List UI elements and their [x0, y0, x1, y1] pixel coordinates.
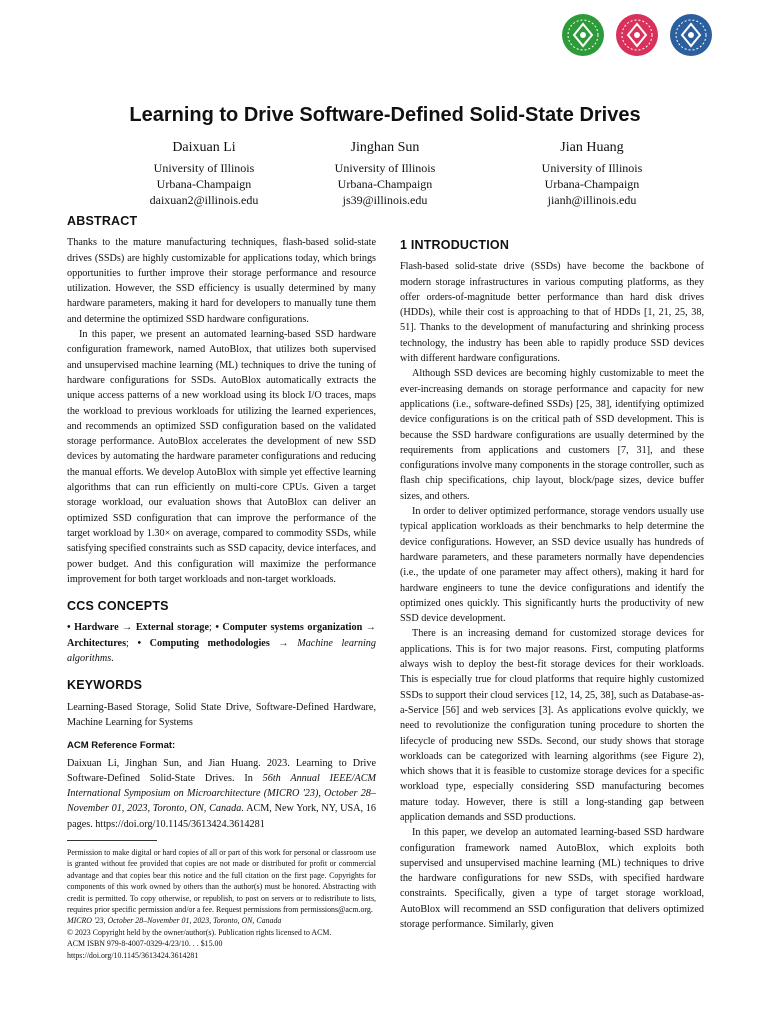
- author-name: Jian Huang: [560, 140, 624, 155]
- copyright-line: © 2023 Copyright held by the owner/author(s). Publication rights licensed to ACM.: [67, 927, 332, 937]
- author-email: jianh@illinois.edu: [547, 193, 637, 207]
- reference-text: [67, 756, 376, 832]
- ccs-term: • Computer systems organization → Architectures: [67, 622, 376, 649]
- acm-artifact-badge-icon: [614, 12, 660, 58]
- author-affiliation: University of Illinois: [153, 161, 255, 175]
- author-block: [477, 140, 707, 208]
- author-affiliation: University of Illinois: [541, 161, 643, 175]
- intro-paragraph: Flash-based solid-state drive (SSDs) have become the backbone of modern storage infrastructures in various computing platforms, as they offer orders-of-magnitude better performance than hard disk drives (HDDs), while their cost is approaching to that of HDDs [1, 21, 25, 38, 51]. Thanks to the development of manufacturing and shrinking process technology, the industry has been able to rapidly produce SSD devices with different hardware configurations.: [400, 261, 704, 365]
- isbn-line: ACM ISBN 979-8-4007-0329-4/23/10. . . $15.00: [67, 939, 223, 949]
- ccs-term: • Computing methodologies →: [137, 637, 289, 649]
- artifact-badges: [560, 12, 720, 64]
- abstract-paragraph: Thanks to the mature manufacturing techniques, flash-based solid-state drives (SSDs) are highly customizable for applications today, which brings opportunities to further improve their storage performance and resource utilization. However, the SSD efficiency is usually determined by many hardware parameters, making it hard for developers to manually tune them and determine the optimized SSD hardware configurations.: [67, 237, 376, 325]
- author-affiliation: Urbana-Champaign: [156, 177, 252, 191]
- abstract-heading: ABSTRACT: [67, 214, 138, 228]
- intro-paragraph: In order to deliver optimized performance, storage vendors usually use typical application workloads as their benchmarks to help determine the device configurations. However, an SSD device usually has hundreds of hardware parameters, and these parameters normally have dependencies (i.e., the update of one parameter may affect others), making it hard for hardware engineers to tune the device configurations and identify the optimized ones quickly. This significantly hurts the productivity of new SSD device development.: [400, 506, 704, 625]
- ccs-end: .: [111, 653, 114, 665]
- ccs-heading: CCS CONCEPTS: [67, 599, 169, 614]
- author-affiliation: Urbana-Champaign: [337, 177, 433, 191]
- right-column: [400, 214, 704, 932]
- ccs-separator: ;: [208, 622, 216, 634]
- author-email: js39@illinois.edu: [342, 193, 428, 207]
- intro-paragraph: There is an increasing demand for customized storage devices for applications. This is for two major reasons. First, computing platforms always wish to deploy the best-fit storage devices for their workloads. This is especially true for cloud platforms that require highly customized SSDs to support their cloud services [12, 14, 25, 38], such as Database-as-a-Service [56] and web services [3]. As applications evolve quickly, we need to revolutionize the configuration tuning procedure to shorten the lifecycle of producing new SSDs. Second, our study shows that storage workloads can be categorized with learning algorithms (see Figure 2), which shows that it is feasible to customize storage devices for a specific workload type, especially considering SSD manufacturing becomes mature today. However, there is still a long-standing gap between application demands and SSD productions.: [400, 628, 704, 823]
- author-email: daixuan2@illinois.edu: [149, 193, 259, 207]
- acm-artifact-badge-icon: [668, 12, 714, 58]
- doi-line: https://doi.org/10.1145/3613424.3614281: [67, 950, 199, 960]
- reference-venue: 56th Annual IEEE/ACM International Symposium on Microarchitecture (MICRO '23), October 28–November 01, 2023, Toronto, ON, Canada.: [67, 772, 376, 815]
- ccs-concepts: [67, 620, 376, 666]
- permission-notice: Permission to make digital or hard copies of all or part of this work for personal or classroom use is granted without fee provided that copies are not made or distributed for profit or commercial advantage and that copies bear this notice and the full citation on the first page. Copyrights for components of this work owned by others than the author(s) must be honored. Abstracting with credit is permitted. To copy otherwise, or republish, to post on servers or to redistribute to lists, requires prior specific permission and/or a fee. Request permissions from permissions@acm.org.: [67, 847, 376, 915]
- author-affiliation: Urbana-Champaign: [544, 177, 640, 191]
- left-column: [67, 214, 376, 961]
- reference-pre: Daixuan Li, Jinghan Sun, and Jian Huang. 2023. Learning to Drive Software-Defined Solid-State Drives. In: [67, 757, 376, 784]
- abstract-paragraph: In this paper, we present an automated learning-based SSD hardware configuration framework, named AutoBlox, that utilizes both supervised and unsupervised machine learning (ML) techniques to drive the tuning of hardware configurations for SSDs. AutoBlox automatically extracts the unique access patterns of a new workload using its block I/O traces, maps the workload to previous workloads for utilizing the learned experiences, and recommends an optimized SSD configuration based on the validated storage performance. AutoBlox accelerates the development of new SSD devices by automating the hardware parameter configurations and reducing the manual efforts. We develop AutoBlox with simple yet effective learning algorithms that can run efficiently on multi-core CPUs. Given a target storage workload, our evaluation shows that AutoBlox can deliver an optimized SSD configuration that can improve the performance of the target workload by 1.30× on average, compared to commodity SSDs, while satisfying specified constraints such as SSD capacity, device interfaces, and power budget. And this configuration will maximize the performance improvement for both target workloads and non-target workloads.: [67, 329, 376, 585]
- author-name: Daixuan Li: [172, 140, 236, 155]
- author-block: [270, 140, 500, 208]
- reference-heading: ACM Reference Format:: [67, 740, 176, 752]
- acm-artifact-badge-icon: [560, 12, 606, 58]
- ccs-separator: ;: [126, 637, 138, 649]
- intro-paragraph: Although SSD devices are becoming highly customizable to meet the ever-increasing demands on storage performance and capacity for new applications (i.e., software-defined SSDs) [25, 38], identifying optimized device configurations is on the critical path of SSD development. This is because the SSD hardware configurations are usually determined by the requirements from applications and customers [7, 31], and these configurations involve many components in the storage controller, such as flash chip specifications, chip layout, block/page sizes, device buffer sizes, and others.: [400, 368, 704, 502]
- author-name: Jinghan Sun: [350, 140, 420, 155]
- footnote-rule: [67, 840, 157, 841]
- introduction-heading: 1 INTRODUCTION: [400, 238, 510, 252]
- keywords-text: Learning-Based Storage, Solid State Drive, Software-Defined Hardware, Machine Learning for Systems: [67, 701, 376, 728]
- paper-title: Learning to Drive Software-Defined Solid-State Drives: [129, 104, 641, 126]
- keywords-heading: KEYWORDS: [67, 678, 143, 693]
- conference-line: MICRO '23, October 28–November 01, 2023, Toronto, ON, Canada: [67, 916, 282, 926]
- ccs-term: Machine learning algorithms: [67, 637, 376, 665]
- ccs-term: • Hardware → External storage: [67, 622, 209, 634]
- author-affiliation: University of Illinois: [334, 161, 436, 175]
- intro-paragraph: In this paper, we develop an automated learning-based SSD hardware configuration framework named AutoBlox, which exploits both supervised and unsupervised machine learning (ML) techniques to drive the hardware configurations for new SSDs, with specified hardware constraints. Specifically, given a type of target storage workload, AutoBlox will recommend an SSD configuration that delivers optimized storage performance. Similarly, given: [400, 827, 704, 931]
- reference-post: ACM, New York, NY, USA, 16 pages. https://doi.org/10.1145/3613424.3614281: [67, 803, 377, 830]
